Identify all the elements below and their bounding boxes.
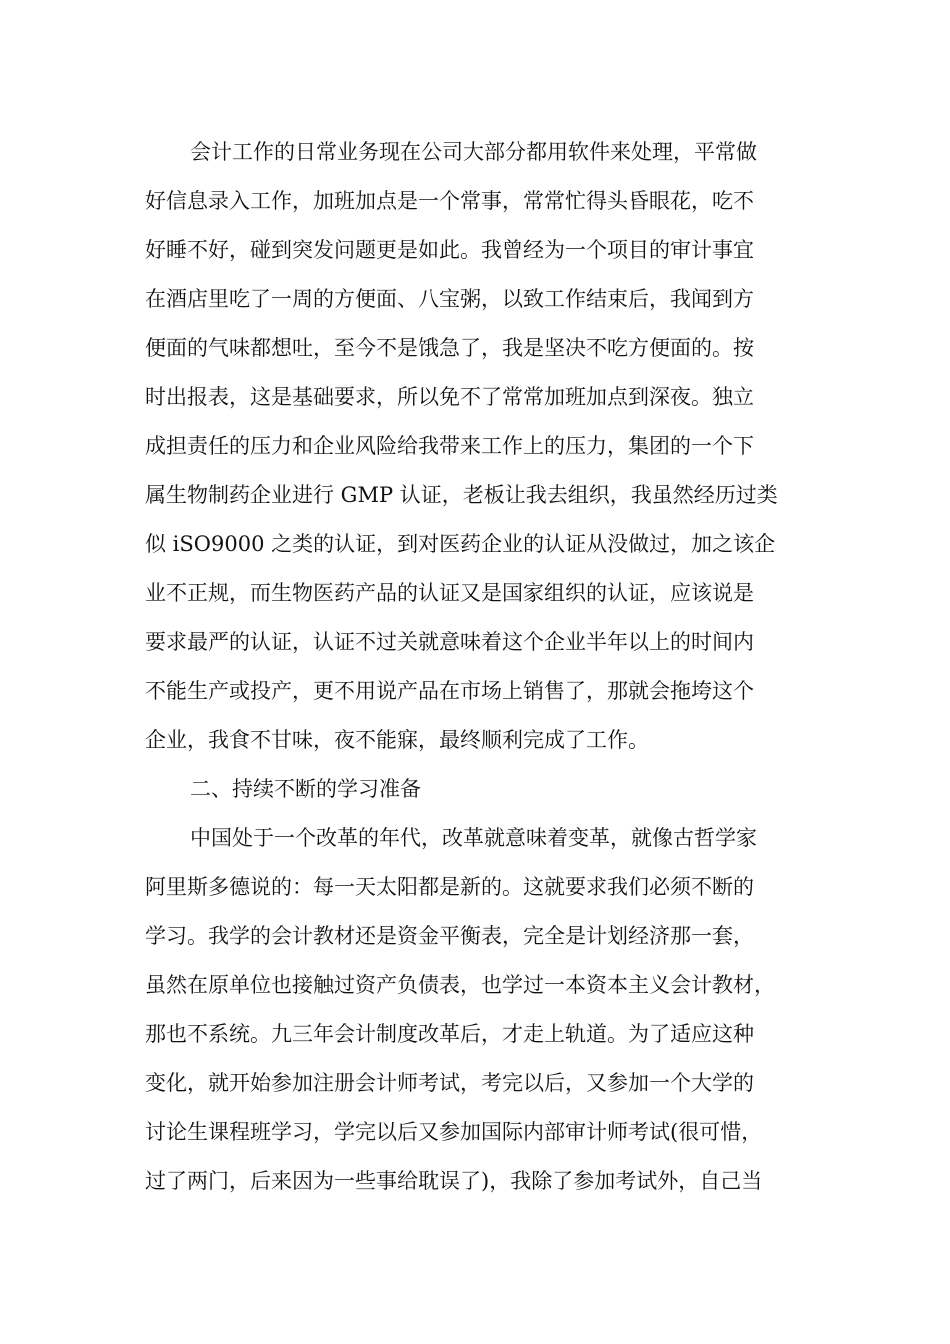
paragraph-line: 属生物制药企业进行 GMP 认证，老板让我去组织，我虽然经历过类 (145, 483, 778, 507)
paragraph-line: 好睡不好，碰到突发问题更是如此。我曾经为一个项目的审计事宜 (145, 238, 754, 262)
paragraph-line: 过了两门，后来因为一些事给耽误了)，我除了参加考试外，自己当 (145, 1169, 763, 1193)
paragraph-line: 变化，就开始参加注册会计师考试，考完以后，又参加一个大学的 (145, 1071, 754, 1095)
paragraph-line: 企业，我食不甘味，夜不能寐，最终顺利完成了工作。 (145, 728, 649, 752)
paragraph-line: 讨论生课程班学习，学完以后又参加国际内部审计师考试(很可惜， (145, 1120, 763, 1144)
paragraph-line: 业不正规，而生物医药产品的认证又是国家组织的认证，应该说是 (145, 581, 754, 605)
paragraph-line: 要求最严的认证，认证不过关就意味着这个企业半年以上的时间内 (145, 630, 754, 654)
paragraph-line: 时出报表，这是基础要求，所以免不了常常加班加点到深夜。独立 (145, 385, 754, 409)
paragraph-line: 在酒店里吃了一周的方便面、八宝粥，以致工作结束后，我闻到方 (145, 287, 754, 311)
paragraph-line: 成担责任的压力和企业风险给我带来工作上的压力，集团的一个下 (145, 434, 754, 458)
document-body (145, 128, 810, 1206)
paragraph-line: 便面的气味都想吐，至今不是饿急了，我是坚决不吃方便面的。按 (145, 336, 754, 360)
paragraph-line: 那也不系统。九三年会计制度改革后，才走上轨道。为了适应这种 (145, 1022, 754, 1046)
paragraph-line: 中国处于一个改革的年代，改革就意味着变革，就像古哲学家 (190, 826, 757, 850)
paragraph-line: 会计工作的日常业务现在公司大部分都用软件来处理，平常做 (190, 140, 757, 164)
paragraph-line: 不能生产或投产，更不用说产品在市场上销售了，那就会拖垮这个 (145, 679, 754, 703)
section-heading: 二、持续不断的学习准备 (190, 777, 421, 801)
paragraph-line: 似 iSO9000 之类的认证，到对医药企业的认证从没做过，加之该企 (145, 532, 776, 556)
paragraph-line: 虽然在原单位也接触过资产负债表，也学过一本资本主义会计教材， (145, 973, 775, 997)
paragraph-line: 学习。我学的会计教材还是资金平衡表，完全是计划经济那一套， (145, 924, 754, 948)
paragraph-line: 好信息录入工作，加班加点是一个常事，常常忙得头昏眼花，吃不 (145, 189, 754, 213)
paragraph-line: 阿里斯多德说的：每一天太阳都是新的。这就要求我们必须不断的 (145, 875, 754, 899)
